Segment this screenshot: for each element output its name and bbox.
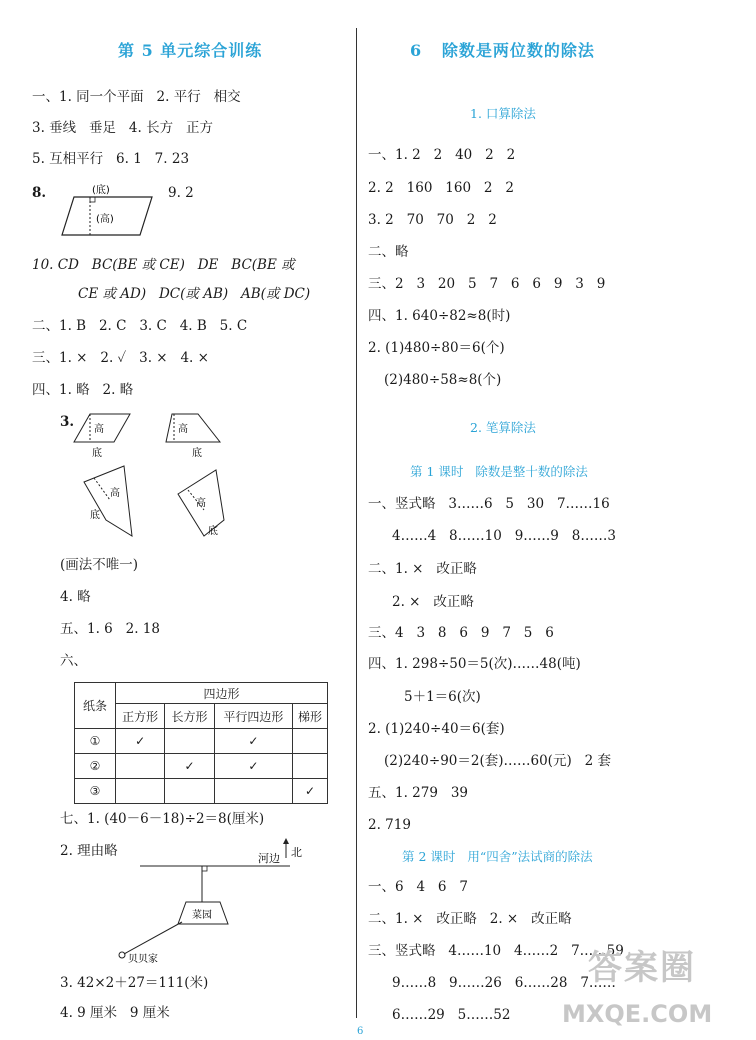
row-label: ③ bbox=[75, 779, 116, 804]
table-cell bbox=[214, 779, 292, 804]
column-header: 平行四边形 bbox=[214, 704, 292, 729]
height-drawing-figures bbox=[70, 410, 250, 550]
table-corner: 纸条 bbox=[75, 683, 116, 729]
answer-line: 三、4 3 8 6 9 7 5 6 bbox=[368, 625, 554, 641]
answer-line: 一、6 4 6 7 bbox=[368, 879, 468, 895]
answer-line: CE 或 AD) DC(或 AB) AB(或 DC) bbox=[78, 286, 311, 302]
height-label: 高 bbox=[178, 424, 188, 435]
answer-line: 2. 2 160 160 2 2 bbox=[368, 180, 514, 196]
table-cell bbox=[293, 754, 328, 779]
answer-line: 2. (1)480÷80＝6(个) bbox=[368, 340, 505, 356]
row-label: ① bbox=[75, 729, 116, 754]
table-cell bbox=[165, 779, 214, 804]
garden-label: 菜园 bbox=[192, 910, 212, 921]
table-cell: ✓ bbox=[165, 754, 214, 779]
lesson-heading: 第 2 课时 用“四舍”法试商的除法 bbox=[402, 849, 593, 864]
home-label: 贝贝家 bbox=[128, 954, 158, 965]
answer-line: 2. × 改正略 bbox=[392, 594, 474, 610]
answer-line: 4……4 8……10 9……9 8……3 bbox=[392, 528, 616, 544]
table-cell bbox=[293, 729, 328, 754]
column-header: 长方形 bbox=[165, 704, 214, 729]
unit-title: 第 5 单元综合训练 bbox=[118, 41, 263, 60]
table-cell: ✓ bbox=[293, 779, 328, 804]
answer-line: 3. 42×2＋27＝111(米) bbox=[60, 975, 209, 991]
watermark-url: MXQE.COM bbox=[562, 1000, 713, 1028]
answer-line: (2)480÷58≈8(个) bbox=[384, 372, 502, 388]
height-label: 高 bbox=[196, 498, 206, 509]
column-divider bbox=[356, 28, 357, 1018]
answer-line: 5＋1＝6(次) bbox=[404, 689, 481, 705]
section-heading: 1. 口算除法 bbox=[470, 106, 536, 121]
answer-line: 4. 略 bbox=[60, 589, 91, 605]
answer-line: 二、1. B 2. C 3. C 4. B 5. C bbox=[32, 318, 248, 334]
answer-line: 2. 719 bbox=[368, 817, 411, 833]
row-label: ② bbox=[75, 754, 116, 779]
answer-line: 2. 理由略 bbox=[60, 843, 118, 859]
answer-line: 六、 bbox=[60, 653, 87, 669]
answer-line: 二、1. × 改正略 2. × 改正略 bbox=[368, 911, 572, 927]
river-label: 河边 bbox=[258, 852, 280, 865]
table-cell: ✓ bbox=[116, 729, 165, 754]
column-header: 正方形 bbox=[116, 704, 165, 729]
north-label: 北 bbox=[291, 846, 302, 859]
table-group-header: 四边形 bbox=[116, 683, 328, 704]
map-figure bbox=[100, 836, 320, 966]
answer-line: 二、1. × 改正略 bbox=[368, 561, 477, 577]
answer-line: 五、1. 6 2. 18 bbox=[60, 621, 160, 637]
base-label: 底 bbox=[90, 510, 100, 521]
quadrilateral-table bbox=[74, 682, 328, 804]
answer-line: 一、竖式略 3……6 5 30 7……16 bbox=[368, 496, 610, 512]
answer-line: 四、1. 640÷82≈8(时) bbox=[368, 308, 511, 324]
page-number: 6 bbox=[357, 1026, 364, 1037]
table-cell: ✓ bbox=[214, 754, 292, 779]
answer-line: 10. CD BC(BE 或 CE) DE BC(BE 或 bbox=[32, 257, 295, 273]
answer-line: 四、1. 298÷50＝5(次)……48(吨) bbox=[368, 656, 581, 672]
table-cell bbox=[116, 754, 165, 779]
answer-line: 三、竖式略 4……10 4……2 7……59 bbox=[368, 943, 624, 959]
table-row bbox=[75, 729, 328, 754]
answer-line: 6……29 5……52 bbox=[392, 1007, 511, 1023]
answer-line: 4. 9 厘米 9 厘米 bbox=[60, 1005, 170, 1021]
answer-line: 三、1. × 2. ✓ 3. × 4. × bbox=[32, 350, 209, 366]
chapter-title: 6 除数是两位数的除法 bbox=[410, 41, 595, 60]
table-cell bbox=[165, 729, 214, 754]
height-label: 高 bbox=[110, 488, 120, 499]
table-cell: ✓ bbox=[214, 729, 292, 754]
answer-line: 三、2 3 20 5 7 6 6 9 3 9 bbox=[368, 276, 606, 292]
base-label: 底 bbox=[92, 448, 102, 459]
table-cell bbox=[116, 779, 165, 804]
answer-line: 一、1. 同一个平面 2. 平行 相交 bbox=[32, 89, 241, 105]
table-row bbox=[75, 754, 328, 779]
answer-line: 5. 互相平行 6. 1 7. 23 bbox=[32, 151, 190, 167]
height-label: 高 bbox=[94, 424, 104, 435]
answer-line: 五、1. 279 39 bbox=[368, 785, 468, 801]
table-row bbox=[75, 779, 328, 804]
answer-line: 2. (1)240÷40＝6(套) bbox=[368, 721, 505, 737]
answer-line: (2)240÷90＝2(套)……60(元) 2 套 bbox=[384, 753, 611, 769]
answer-line: 3. 垂线 垂足 4. 长方 正方 bbox=[32, 120, 213, 136]
answer-line: 一、1. 2 2 40 2 2 bbox=[368, 147, 516, 163]
fig8-mid-label: (高) bbox=[96, 214, 114, 225]
answer-line: 9. 2 bbox=[168, 185, 194, 201]
answer-line: 9……8 9……26 6……28 7…… bbox=[392, 975, 616, 991]
answer-note: (画法不唯一) bbox=[60, 557, 139, 573]
answer-line: 二、略 bbox=[368, 244, 409, 260]
answer-label: 3. bbox=[60, 414, 75, 430]
answer-line: 3. 2 70 70 2 2 bbox=[368, 212, 497, 228]
lesson-heading: 第 1 课时 除数是整十数的除法 bbox=[410, 464, 588, 479]
answer-label: 8. bbox=[32, 185, 47, 201]
base-label: 底 bbox=[208, 526, 218, 537]
answer-line: 七、1. (40－6－18)÷2＝8(厘米) bbox=[60, 811, 265, 827]
base-label: 底 bbox=[192, 448, 202, 459]
watermark-logo: 答案圈 bbox=[588, 948, 696, 988]
fig8-top-label: (底) bbox=[92, 185, 110, 196]
column-header: 梯形 bbox=[293, 704, 328, 729]
answer-line: 四、1. 略 2. 略 bbox=[32, 382, 134, 398]
section-heading: 2. 笔算除法 bbox=[470, 420, 536, 435]
parallelogram-figure bbox=[60, 180, 160, 240]
